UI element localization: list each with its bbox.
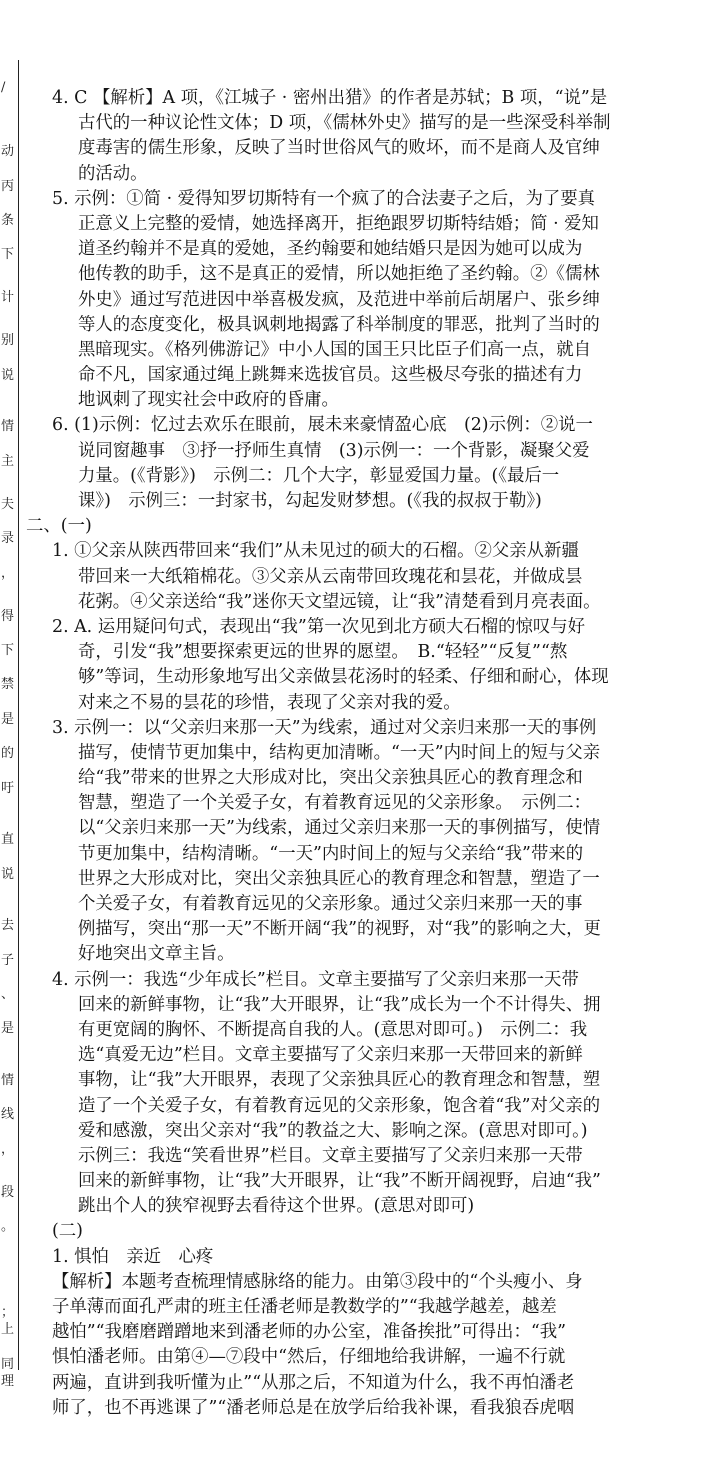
margin-fragment: 段	[1, 1184, 15, 1200]
text-line: 3. 示例一：以“父亲归来那一天”为线索，通过对父亲归来那一天的事例	[52, 717, 597, 738]
text-line: 二、(一)	[26, 516, 92, 537]
text-line: 古代的一种议论性文体；D 项，《儒林外史》描写的是一些深受科举制	[78, 113, 611, 134]
margin-fragment: /	[1, 80, 6, 95]
text-line: 说同窗趣事 ③抒一抒师生真情 (3)示例一：一个背影，凝聚父爱	[78, 440, 590, 461]
margin-rule	[18, 60, 19, 1370]
text-line: 地讽刺了现实社会中政府的昏庸。	[78, 390, 339, 411]
margin-fragment: 。	[1, 1219, 15, 1235]
margin-fragment: 吁	[1, 780, 15, 796]
text-line: 带回来一大纸箱棉花。③父亲从云南带回玫瑰花和昙花，并做成昙	[78, 566, 583, 587]
text-line: 对来之不易的昙花的珍惜，表现了父亲对我的爱。	[78, 692, 461, 713]
text-line: 惧怕潘老师。由第④—⑦段中“然后，仔细地给我讲解，一遍不行就	[52, 1347, 566, 1368]
margin-fragment: 动	[1, 144, 15, 160]
text-line: 【解析】本题考查梳理情感脉络的能力。由第③段中的“个头瘦小、身	[52, 1271, 583, 1292]
text-line: 够”等词，生动形象地写出父亲做昙花汤时的轻柔、仔细和耐心，体现	[78, 667, 609, 688]
text-line: 越怕”“我磨磨蹭蹭地来到潘老师的办公室，准备挨批”可得出：“我”	[52, 1322, 567, 1343]
text-line: 花粥。④父亲送给“我”迷你天文望远镜，让“我”清楚看到月亮表面。	[78, 591, 601, 612]
margin-fragment: 得	[1, 608, 15, 624]
margin-fragment: 录	[1, 531, 15, 547]
text-line: 6. (1)示例：忆过去欢乐在眼前，展未来豪情盈心底 (2)示例：②说一	[52, 415, 593, 436]
text-line: 外史》通过写范进因中举喜极发疯，及范进中举前后胡屠户、张乡绅	[78, 289, 600, 310]
text-line: 个关爱子女，有着教育远见的父亲形象。通过父亲归来那一天的事	[78, 894, 583, 914]
margin-fragment: 夫	[1, 496, 15, 512]
margin-fragment: ，	[1, 565, 15, 581]
margin-fragment: 别	[1, 333, 15, 349]
text-line: 回来的新鲜事物，让“我”大开眼界，让“我”不断开阔视野，启迪“我”	[78, 1171, 601, 1192]
text-line: 给“我”带来的世界之大形成对比，突出父亲独具匠心的教育理念和	[78, 768, 583, 789]
text-line: 4. C 【解析】A 项，《江城子 · 密州出猎》的作者是苏轼；B 项，“说”是	[52, 88, 608, 108]
margin-fragment: 计	[1, 290, 15, 306]
margin-fragment: 情	[1, 1073, 15, 1088]
margin-fragment: ，	[1, 1141, 15, 1157]
text-line: 两遍，直讲到我听懂为止”“从那之后，不知道为什么，我不再怕潘老	[52, 1372, 575, 1393]
text-line: 力量。(《背影》) 示例二：几个大字，彰显爱国力量。(《最后一	[78, 465, 560, 486]
text-line: 5. 示例：①简 · 爱得知罗切斯特有一个疯了的合法妻子之后，为了要真	[52, 188, 596, 209]
margin-fragment: 同	[1, 1356, 15, 1372]
text-line: 好地突出文章主旨。	[78, 944, 235, 965]
margin-fragment: 、	[1, 987, 15, 1002]
text-line: 以“父亲归来那一天”为线索，通过父亲归来那一天的事例描写，使情	[78, 818, 601, 839]
text-line: 选“真爱无边”栏目。文章主要描写了父亲归来那一天带回来的新鲜	[78, 1045, 583, 1066]
text-line: 描写，使情节更加集中，结构更加清晰。“一天”内时间上的短与父亲	[78, 742, 601, 763]
text-line: 正意义上完整的爱情，她选择离开，拒绝跟罗切斯特结婚；简 · 爱知	[78, 213, 599, 234]
text-line: 度毒害的儒生形象，反映了当时世俗风气的败坏，而不是商人及官绅	[78, 138, 600, 159]
margin-fragment: 情	[1, 419, 15, 435]
text-line: 爱和感激，突出父亲对“我”的教益之大、影响之深。(意思对即可。)	[78, 1120, 588, 1141]
margin-fragment: 说	[1, 367, 15, 383]
margin-fragment: 子	[1, 952, 15, 968]
margin-fragment: 的	[1, 746, 15, 762]
text-line: 2. A. 运用疑问句式，表现出“我”第一次见到北方硕大石榴的惊叹与好	[52, 616, 586, 637]
text-line: 奇，引发“我”想要探索更远的世界的愿望。 B.“轻轻”“反复”“熬	[78, 642, 568, 663]
margin-fragment: 下	[1, 643, 15, 658]
text-line: 等人的态度变化，极具讽刺地揭露了科举制度的罪恶，批判了当时的	[78, 314, 600, 335]
text-line: 子单薄而面孔严肃的班主任潘老师是教数学的”“我越学越差，越差	[52, 1297, 557, 1317]
margin-fragment: 是	[1, 711, 15, 727]
text-line: 黑暗现实。《格列佛游记》中小人国的国王只比臣子们高一点，就自	[78, 339, 592, 360]
margin-fragment: 说	[1, 866, 15, 882]
text-line: 智慧，塑造了一个关爱子女，有着教育远见的父亲形象。 示例二：	[78, 793, 592, 814]
margin-fragment: 主	[1, 453, 15, 469]
text-line: 师了，也不再逃课了”“潘老师总是在放学后给我补课，看我狼吞虎咽	[52, 1397, 575, 1418]
text-line: 1. 惧怕 亲近 心疼	[52, 1246, 214, 1267]
text-line: (二)	[52, 1221, 83, 1242]
margin-fragment: 丙	[1, 178, 15, 194]
text-line: 有更宽阔的胸怀、不断提高自我的人。(意思对即可。) 示例二：我	[78, 1019, 588, 1040]
text-line: 世界之大形成对比，突出父亲独具匠心的教育理念和智慧，塑造了一	[78, 868, 600, 889]
text-line: 他传教的助手，这不是真正的爱情，所以她拒绝了圣约翰。②《儒林	[78, 264, 600, 285]
text-line: 回来的新鲜事物，让“我”大开眼界，让“我”成长为一个不计得失、拥	[78, 994, 601, 1015]
margin-fragment: 上	[1, 1322, 15, 1338]
text-line: 的活动。	[78, 163, 148, 184]
text-line: 1. ①父亲从陕西带回来“我们”从未见过的硕大的石榴。②父亲从新疆	[52, 541, 579, 562]
margin-fragment: 线	[1, 1107, 15, 1123]
text-line: 课》) 示例三：一封家书，勾起发财梦想。(《我的叔叔于勒》)	[78, 491, 542, 511]
margin-fragment: 去	[1, 918, 15, 934]
margin-fragment: 理	[1, 1374, 15, 1389]
text-line: 4. 示例一：我选“少年成长”栏目。文章主要描写了父亲归来那一天带	[52, 969, 579, 990]
margin-fragment: 下	[1, 247, 15, 263]
text-line: 造了一个关爱子女，有着教育远见的父亲形象，饱含着“我”对父亲的	[78, 1095, 601, 1116]
text-line: 事物，让“我”大开眼界，表现了父亲独具匠心的教育理念和智慧，塑	[78, 1070, 601, 1091]
text-line: 道圣约翰并不是真的爱她，圣约翰要和她结婚只是因为她可以成为	[78, 239, 583, 260]
margin-fragment: 禁	[1, 677, 15, 693]
margin-fragment: 条	[1, 213, 15, 228]
text-line: 例描写，突出“那一天”不断开阔“我”的视野，对“我”的影响之大，更	[78, 919, 601, 940]
text-line: 示例三：我选“笑看世界”栏目。文章主要描写了父亲归来那一天带	[78, 1145, 583, 1166]
margin-fragment: ；	[1, 1305, 15, 1321]
answer-text	[26, 86, 628, 1421]
text-line: 节更加集中，结构清晰。“一天”内时间上的短与父亲给“我”带来的	[78, 843, 584, 864]
text-line: 跳出个人的狭窄视野去看待这个世界。(意思对即可)	[78, 1196, 475, 1217]
text-line: 命不凡，国家通过绳上跳舞来选拔官员。这些极尽夸张的描述有力	[78, 365, 583, 386]
margin-fragment: 直	[1, 832, 15, 848]
margin-fragment: 是	[1, 1021, 15, 1037]
